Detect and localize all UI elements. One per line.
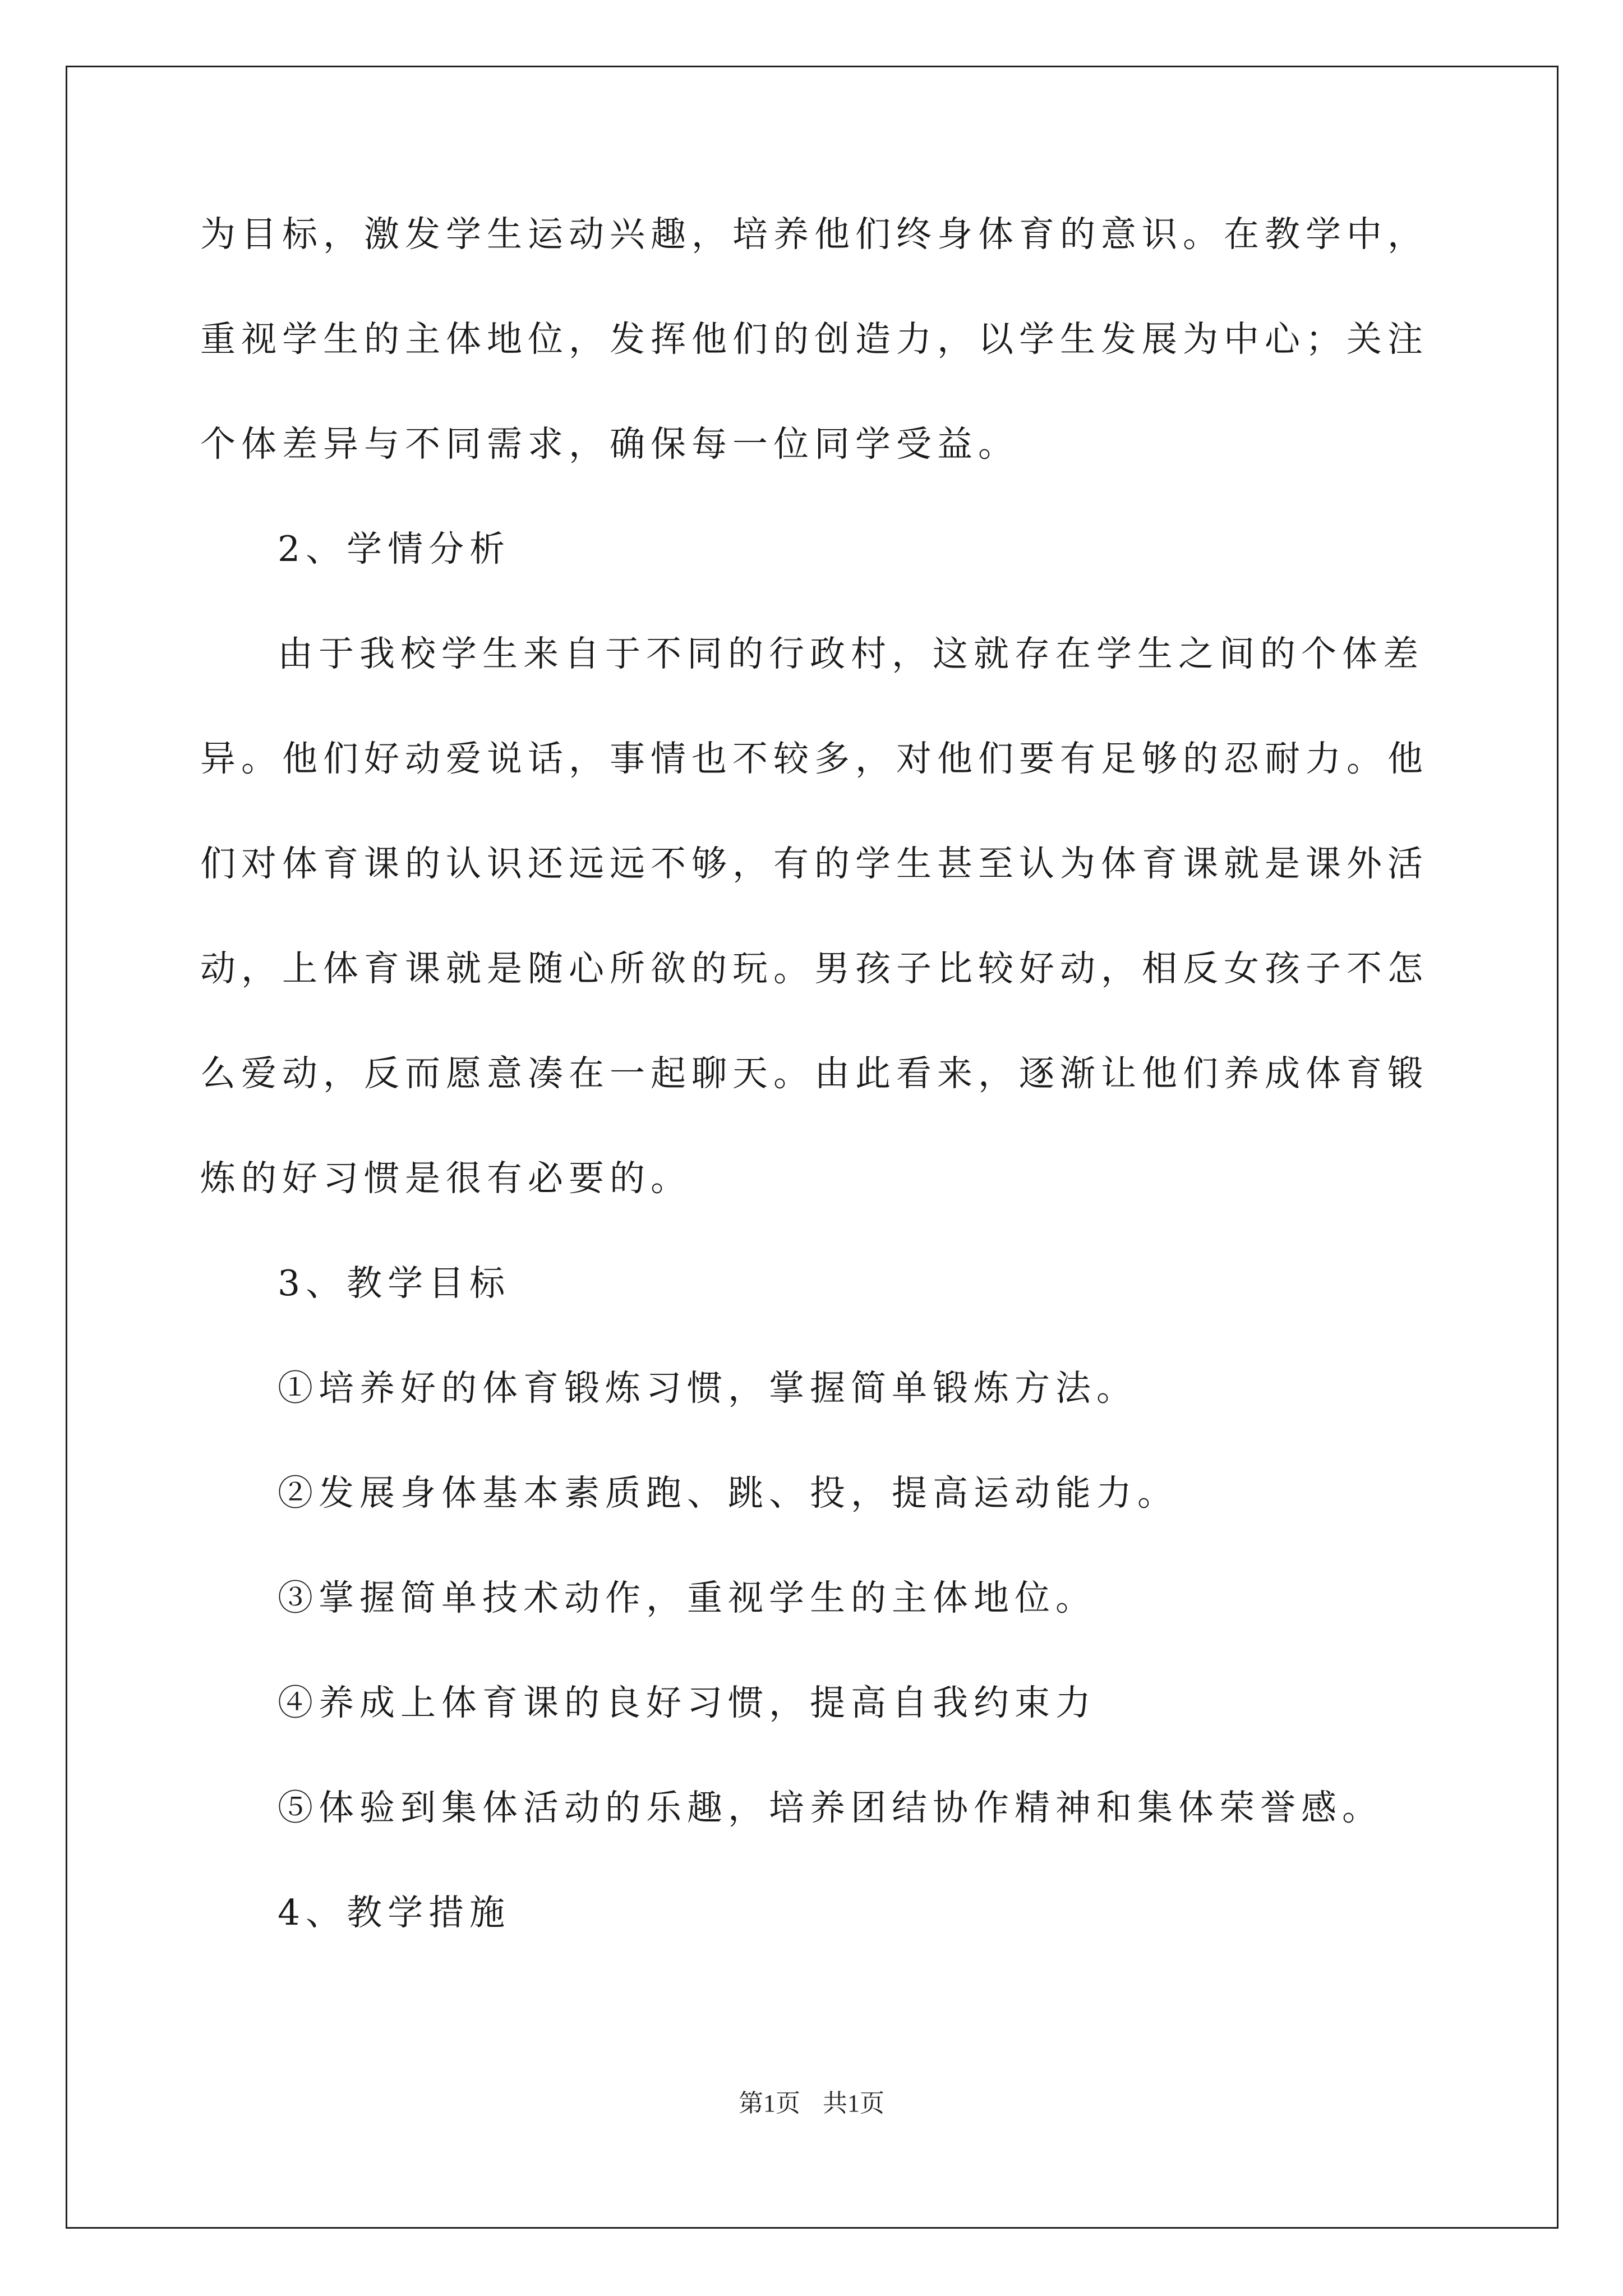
paragraph-line: 重视学生的主体地位，发挥他们的创造力，以学生发展为中心；关注 (200, 319, 1428, 360)
section-heading: 2、学情分析 (278, 528, 511, 569)
page-footer (0, 2087, 1623, 2120)
paragraph-line: 异。他们好动爱说话，事情也不较多，对他们要有足够的忍耐力。他 (200, 738, 1428, 779)
paragraph-line: 个体差异与不同需求，确保每一位同学受益。 (200, 424, 1019, 464)
list-item: ③掌握简单技术动作，重视学生的主体地位。 (278, 1577, 1096, 1618)
paragraph-line: 炼的好习惯是很有必要的。 (200, 1158, 691, 1199)
page-number: 第1页 (739, 2090, 800, 2117)
list-item: ①培养好的体育锻炼习惯，掌握简单锻炼方法。 (278, 1368, 1137, 1409)
section-heading: 4、教学措施 (278, 1892, 511, 1933)
list-item: ④养成上体育课的良好习惯，提高自我约束力 (278, 1682, 1096, 1723)
paragraph-line: 们对体育课的认识还远远不够，有的学生甚至认为体育课就是课外活 (200, 843, 1428, 884)
document-body (200, 208, 1428, 1991)
list-item: ②发展身体基本素质跑、跳、投，提高运动能力。 (278, 1473, 1178, 1513)
paragraph-line: 么爱动，反而愿意凑在一起聊天。由此看来，逐渐让他们养成体育锻 (200, 1053, 1428, 1094)
page-total: 共1页 (823, 2090, 884, 2117)
section-heading: 3、教学目标 (278, 1263, 511, 1304)
paragraph-line: 动，上体育课就是随心所欲的玩。男孩子比较好动，相反女孩子不怎 (200, 948, 1428, 989)
list-item: ⑤体验到集体活动的乐趣，培养团结协作精神和集体荣誉感。 (278, 1787, 1383, 1828)
paragraph-line: 由于我校学生来自于不同的行政村，这就存在学生之间的个体差 (278, 633, 1424, 674)
paragraph-line: 为目标，激发学生运动兴趣，培养他们终身体育的意识。在教学中， (200, 214, 1428, 255)
